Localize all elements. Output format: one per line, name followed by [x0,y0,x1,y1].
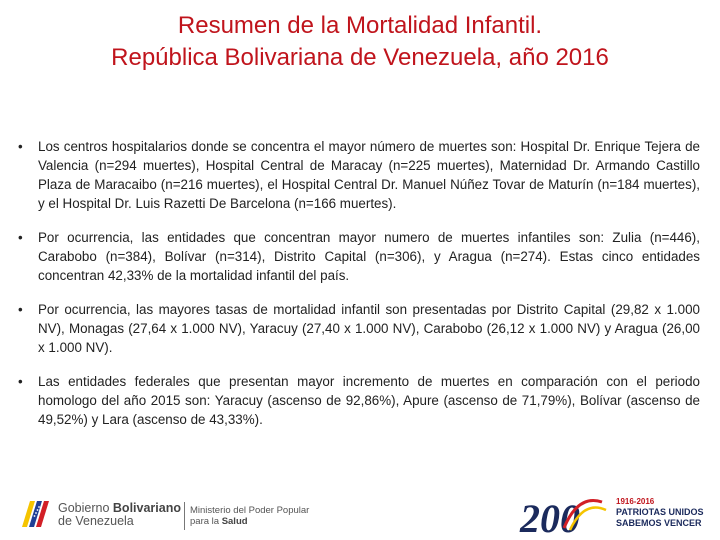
bullet-text: Por ocurrencia, las entidades que concentran mayor numero de muertes infantiles son: Zulia (n=446), Carabobo (n=384), Bolívar (n=314), Distrito Capital (n=306), y Aragua (n=274). Estas cinco entidades concentran 42,33% de la mortalidad infantil del país. [38,230,700,283]
bullet-item-entities-deaths [18,228,700,285]
bullet-marker: • [18,302,23,317]
title-line-2: República Bolivariana de Venezuela, año 2016 [111,44,609,71]
slogan-line1: PATRIOTAS UNIDOS [616,507,704,517]
bullet-marker: • [18,230,23,245]
bicentenario-slogan [616,496,716,529]
bullet-item-mortality-rates [18,300,700,357]
ministry-line2-prefix: para la [190,516,222,527]
logo-divider [184,502,185,530]
logo-mark-text: 200 [520,496,580,540]
title-line-1: Resumen de la Mortalidad Infantil. [177,12,543,39]
summary-bullet-list [18,137,700,444]
gov-line2: de Venezuela [58,514,134,528]
government-logo [20,494,310,534]
bicentenario-logo-icon [518,488,618,540]
gov-line1-prefix: Gobierno [58,501,113,515]
bullet-marker: • [18,139,23,154]
ministry-line1: Ministerio del Poder Popular [190,505,310,516]
gov-line1-bold: Bolivariano [112,501,181,515]
ministry-line2-bold: Salud [221,516,248,527]
venezuela-flag-icon [20,497,54,531]
footer-logos [0,488,720,540]
bullet-text: Los centros hospitalarios donde se concentra el mayor número de muertes son: Hospital Dr. Enrique Tejera de Valencia (n=294 muertes), Hospital Central de Maracay (n=225 muertes), Maternidad Dr. Armando Castillo Plaza de Maracaibo (n=216 muertes), el Hospital Central Dr. Manuel Núñez Tovar de Maturín (n=184 muertes), y el Hospital Dr. Luis Razetti De Barcelona (n=166 muertes). [38,139,700,211]
bicentenario-years: 1916-2016 [616,497,655,506]
bullet-item-increase [18,372,700,429]
ministry-name [190,505,309,527]
government-name [58,502,181,528]
bullet-text: Las entidades federales que presentan mayor incremento de muertes en comparación con el periodo homologo del año 2015 son: Yaracuy (ascenso de 92,86%), Apure (ascenso de 71,79%), Bolívar (ascenso de 49,52%) y Lara (ascenso de 43,33%). [38,374,700,427]
bullet-text: Por ocurrencia, las mayores tasas de mortalidad infantil son presentadas por Distrito Capital (29,82 x 1.000 NV), Monagas (27,64 x 1.000 NV), Yaracuy (27,40 x 1.000 NV), Carabobo (26,12 x 1.000 NV) y Aragua (26,00 x 1.000 NV). [38,302,700,355]
bullet-item-hospitals [18,137,700,213]
slide-title [0,10,720,74]
slogan-line2: SABEMOS VENCER [616,518,702,528]
bullet-marker: • [18,374,23,389]
